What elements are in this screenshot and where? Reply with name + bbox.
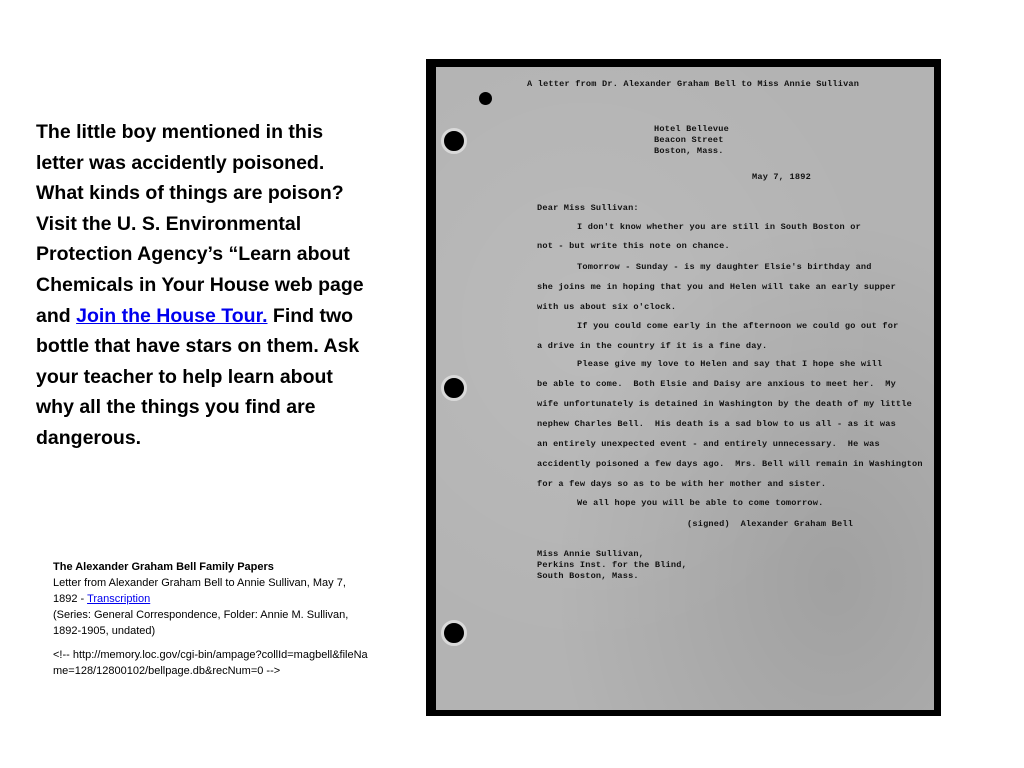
address-line: Hotel Bellevue	[654, 124, 729, 134]
binder-hole-icon	[441, 128, 467, 154]
punch-dot-icon	[479, 92, 492, 105]
body-line: an entirely unexpected event - and entirely unnecessary. He was	[537, 439, 880, 449]
recipient-line: South Boston, Mass.	[537, 571, 639, 581]
intro-text-start: The little boy mentioned in this letter was accidently poisoned. What kinds of things are poison? Visit the U. S. Environmental Protection Agency’s “Learn about Chemicals in Your House web page and	[36, 121, 364, 327]
body-line: We all hope you will be able to come tomorrow.	[577, 498, 824, 508]
signature: (signed) Alexander Graham Bell	[687, 519, 854, 529]
letter-scan	[426, 59, 941, 716]
body-line: for a few days so as to be with her mother and sister.	[537, 479, 827, 489]
body-line: wife unfortunately is detained in Washington by the death of my little	[537, 399, 912, 409]
intro-text-end: Find two bottle that have stars on them. Ask your teacher to help learn about why all the things you find are dangerous.	[36, 304, 360, 449]
body-line: I don't know whether you are still in South Boston or	[577, 222, 861, 232]
body-line: If you could come early in the afternoon we could go out for	[577, 321, 899, 331]
body-line: a drive in the country if it is a fine day.	[537, 341, 768, 351]
series-info: (Series: General Correspondence, Folder: Annie M. Sullivan, 1892-1905, undated)	[53, 609, 349, 637]
binder-hole-icon	[441, 375, 467, 401]
body-line: with us about six o'clock.	[537, 302, 677, 312]
salutation: Dear Miss Sullivan:	[537, 203, 639, 213]
address-line: Boston, Mass.	[654, 146, 724, 156]
body-line: she joins me in hoping that you and Helen will take an early supper	[537, 282, 896, 292]
body-line: Please give my love to Helen and say that I hope she will	[577, 359, 883, 369]
recipient-line: Perkins Inst. for the Blind,	[537, 560, 687, 570]
intro-paragraph	[36, 117, 366, 454]
body-line: nephew Charles Bell. His death is a sad blow to us all - as it was	[537, 419, 896, 429]
transcription-link[interactable]: Transcription	[87, 593, 151, 605]
binder-hole-icon	[441, 620, 467, 646]
recipient-line: Miss Annie Sullivan,	[537, 549, 645, 559]
letter-description	[53, 575, 373, 607]
body-line: accidently poisoned a few days ago. Mrs. Bell will remain in Washington	[537, 459, 923, 469]
address-line: Beacon Street	[654, 135, 724, 145]
body-line: be able to come. Both Elsie and Daisy are anxious to meet her. My	[537, 379, 896, 389]
body-line: not - but write this note on chance.	[537, 241, 730, 251]
source-url-comment: <!-- http://memory.loc.gov/cgi-bin/ampage?collId=magbell&fileName=128/12800102/bellpage.db&recNum=0 -->	[53, 649, 368, 677]
letter-date: May 7, 1892	[752, 172, 811, 182]
letter-heading: A letter from Dr. Alexander Graham Bell to Miss Annie Sullivan	[527, 79, 860, 89]
collection-title: The Alexander Graham Bell Family Papers	[53, 561, 274, 573]
join-house-tour-link[interactable]: Join the House Tour.	[76, 304, 268, 327]
image-caption	[53, 559, 373, 679]
description-text: Letter from Alexander Graham Bell to Annie Sullivan, May 7, 1892 -	[53, 577, 346, 605]
letter-paper	[436, 67, 934, 710]
body-line: Tomorrow - Sunday - is my daughter Elsie's birthday and	[577, 262, 872, 272]
